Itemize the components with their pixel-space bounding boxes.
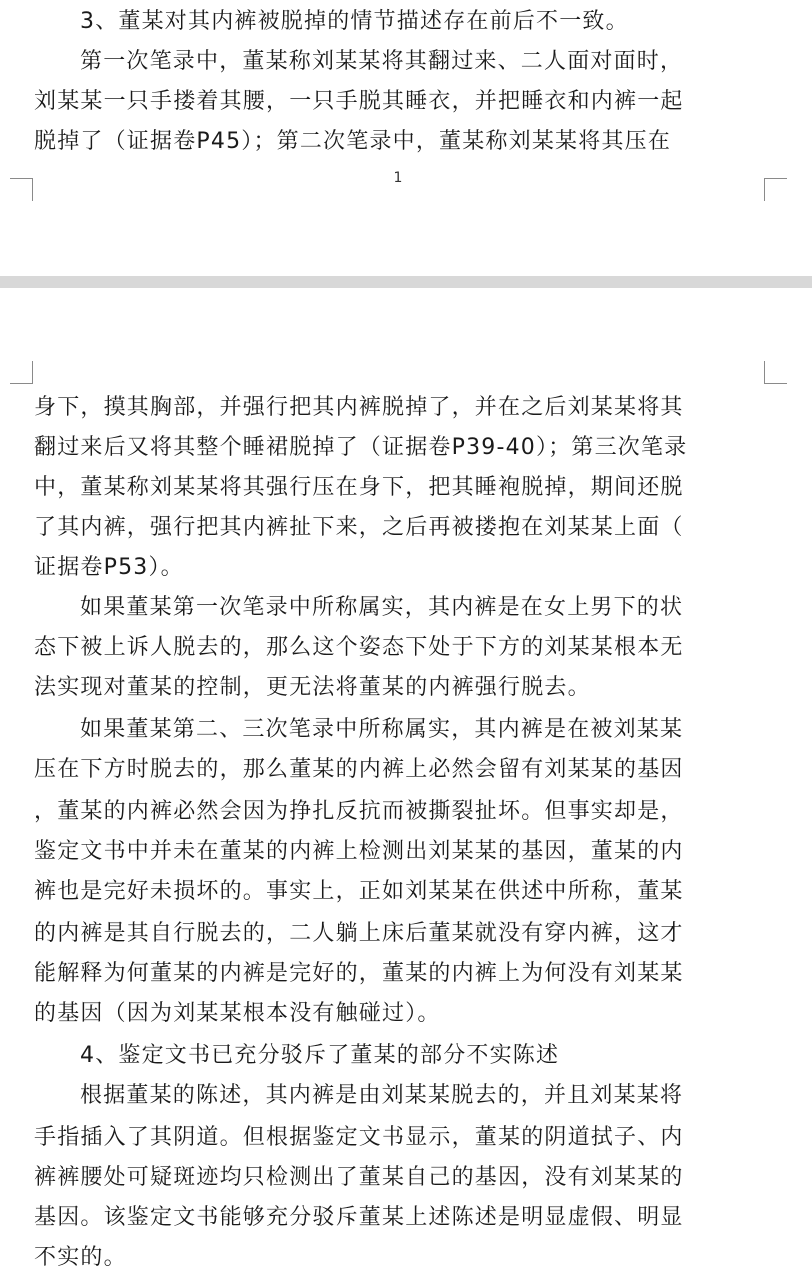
heading-3: 3、董某对其内裤被脱掉的情节描述存在前后不一致。 xyxy=(80,9,629,34)
page-separator xyxy=(0,276,812,288)
margin-corner-mark xyxy=(10,361,33,384)
paragraph-line: 脱掉了（证据卷P45）；第二次笔录中，董某称刘某某将其压在 xyxy=(34,129,672,154)
paragraph-line: 身下，摸其胸部，并强行把其内裤脱掉了，并在之后刘某某将其 xyxy=(34,395,684,420)
paragraph-line: 刘某某一只手搂着其腰，一只手脱其睡衣，并把睡衣和内裤一起 xyxy=(34,89,684,114)
paragraph-line: 能解释为何董某的内裤是完好的，董某的内裤上为何没有刘某某 xyxy=(34,961,684,986)
page-number: 1 xyxy=(393,170,403,186)
paragraph-line: 裤也是完好未损坏的。事实上，正如刘某某在供述中所称，董某 xyxy=(34,879,684,904)
paragraph-line: 证据卷P53）。 xyxy=(34,555,184,580)
paragraph-line: 第一次笔录中，董某称刘某某将其翻过来、二人面对面时， xyxy=(80,49,684,74)
paragraph-line: 手指插入了其阴道。但根据鉴定文书显示，董某的阴道拭子、内 xyxy=(34,1125,684,1150)
paragraph-line: 鉴定文书中并未在董某的内裤上检测出刘某某的基因，董某的内 xyxy=(34,839,684,864)
paragraph-line: 的基因（因为刘某某根本没有触碰过）。 xyxy=(34,1001,441,1026)
margin-corner-mark xyxy=(764,178,787,201)
paragraph-line: 不实的。 xyxy=(34,1245,127,1270)
paragraph-line: 态下被上诉人脱去的，那么这个姿态下处于下方的刘某某根本无 xyxy=(34,635,684,660)
paragraph-line: ，董某的内裤必然会因为挣扎反抗而被撕裂扯坏。但事实却是， xyxy=(34,799,684,824)
paragraph-line: 裤裤腰处可疑斑迹均只检测出了董某自己的基因，没有刘某某的 xyxy=(34,1165,684,1190)
paragraph-line: 的内裤是其自行脱去的，二人躺上床后董某就没有穿内裤，这才 xyxy=(34,921,684,946)
paragraph-line: 压在下方时脱去的，那么董某的内裤上必然会留有刘某某的基因 xyxy=(34,757,684,782)
paragraph-line: 如果董某第一次笔录中所称属实，其内裤是在女上男下的状 xyxy=(80,595,684,620)
margin-corner-mark xyxy=(764,361,787,384)
paragraph-line: 根据董某的陈述，其内裤是由刘某某脱去的，并且刘某某将 xyxy=(80,1083,684,1108)
margin-corner-mark xyxy=(10,178,33,201)
paragraph-line: 中，董某称刘某某将其强行压在身下，把其睡袍脱掉，期间还脱 xyxy=(34,475,684,500)
paragraph-line: 翻过来后又将其整个睡裙脱掉了（证据卷P39-40）；第三次笔录 xyxy=(34,435,688,460)
document-page-1 xyxy=(0,0,812,276)
paragraph-line: 基因。该鉴定文书能够充分驳斥董某上述陈述是明显虚假、明显 xyxy=(34,1205,684,1230)
paragraph-line: 法实现对董某的控制，更无法将董某的内裤强行脱去。 xyxy=(34,675,591,700)
heading-4: 4、鉴定文书已充分驳斥了董某的部分不实陈述 xyxy=(80,1043,560,1068)
paragraph-line: 如果董某第二、三次笔录中所称属实，其内裤是在被刘某某 xyxy=(80,717,684,742)
paragraph-line: 了其内裤，强行把其内裤扯下来，之后再被搂抱在刘某某上面（ xyxy=(34,515,684,540)
